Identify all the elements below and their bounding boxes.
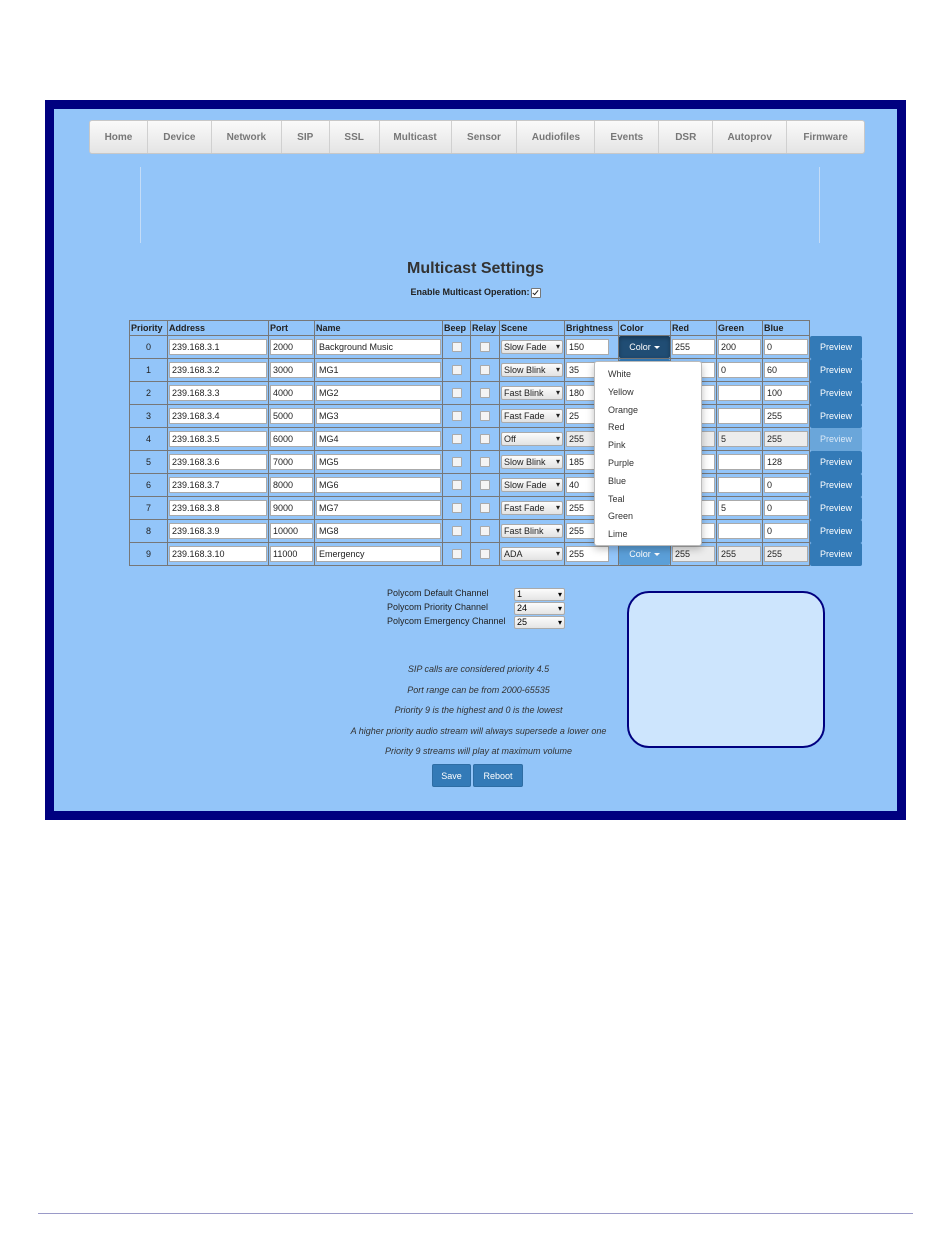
nav-events[interactable]: Events [595,121,659,153]
green-input[interactable] [718,477,761,493]
preview-cell [810,382,865,405]
port-input[interactable]: 5000 [270,408,313,424]
brightness-input[interactable]: 185 [566,454,609,470]
table-row [130,497,865,520]
col-header-brightness: Brightness [565,321,619,336]
nav-sensor[interactable]: Sensor [452,121,518,153]
scene-select[interactable]: Fast Fade ▾ [501,501,563,515]
preview-cell [810,405,865,428]
relay-checkbox[interactable] [480,434,490,444]
beep-checkbox[interactable] [452,434,462,444]
priority-cell: 0 [130,336,168,359]
port-input[interactable]: 9000 [270,500,313,516]
name-input[interactable]: MG3 [316,408,441,424]
note-sip-priority: SIP calls are considered priority 4.5 [407,664,550,674]
address-input[interactable]: 239.168.3.8 [169,500,267,516]
green-input[interactable]: 5 [718,500,761,516]
table-row [130,336,865,359]
table-row [130,543,865,566]
device-web-ui-frame [45,100,906,820]
table-row [130,382,865,405]
beep-checkbox[interactable] [452,480,462,490]
green-input[interactable]: 0 [718,362,761,378]
col-header-port: Port [269,321,315,336]
relay-checkbox[interactable] [480,526,490,536]
port-input[interactable]: 2000 [270,339,313,355]
color-menu-item-white[interactable]: White [608,369,632,379]
col-header-beep: Beep [443,321,471,336]
scene-select[interactable]: Fast Fade ▾ [501,409,563,423]
blue-input[interactable]: 0 [764,523,808,539]
beep-checkbox[interactable] [452,388,462,398]
port-input[interactable]: 8000 [270,477,313,493]
priority-cell: 9 [130,543,168,566]
scene-select[interactable]: Fast Blink ▾ [501,524,563,538]
col-header-address: Address [168,321,269,336]
enable-multicast-row [54,287,897,298]
preview-button[interactable]: Preview [810,359,862,382]
preview-cell [810,520,865,543]
priority-cell: 1 [130,359,168,382]
name-input[interactable]: Background Music [316,339,441,355]
col-header-green: Green [717,321,763,336]
relay-checkbox[interactable] [480,549,490,559]
beep-checkbox[interactable] [452,365,462,375]
color-menu-item-teal[interactable]: Teal [608,493,625,504]
polycom-priority-select[interactable]: 24 ▾ [514,602,565,615]
scene-select[interactable]: Slow Blink ▾ [501,455,563,469]
table-row [130,428,865,451]
port-input[interactable]: 6000 [270,431,313,447]
beep-checkbox[interactable] [452,411,462,421]
col-header-blue: Blue [763,321,810,336]
preview-button[interactable]: Preview [810,405,862,428]
beep-checkbox[interactable] [452,342,462,352]
port-input[interactable]: 11000 [270,546,313,562]
nav-dsr[interactable]: DSR [659,121,713,153]
preview-button[interactable]: Preview [810,451,862,474]
preview-button[interactable]: Preview [810,543,862,566]
brightness-input[interactable]: 25 [566,408,609,424]
polycom-emergency-label: Polycom Emergency Channel [387,616,506,626]
top-nav-bar [89,120,865,154]
blue-input[interactable]: 100 [764,385,808,401]
nav-firmware[interactable]: Firmware [803,131,848,143]
col-header-preview [810,321,865,336]
color-menu-item-red[interactable]: Red [608,422,625,433]
enable-multicast-label: Enable Multicast Operation: [410,287,530,297]
table-row [130,405,865,428]
beep-checkbox[interactable] [452,526,462,536]
preview-cell [810,497,865,520]
address-input[interactable]: 239.168.3.3 [169,385,267,401]
color-dropdown-menu [594,361,702,546]
preview-button[interactable]: Preview [810,520,862,543]
brightness-input[interactable]: 255 [566,546,609,562]
caret-down-icon [654,553,660,556]
priority-cell: 3 [130,405,168,428]
priority-cell: 8 [130,520,168,543]
relay-checkbox[interactable] [480,503,490,513]
multicast-table [129,320,865,566]
scene-select[interactable]: ADA ▾ [501,547,563,561]
table-row [130,451,865,474]
blue-input[interactable]: 60 [764,362,808,378]
scene-select[interactable]: Slow Fade ▾ [501,478,563,492]
col-header-scene: Scene [500,321,565,336]
name-input[interactable]: MG7 [316,500,441,516]
name-input[interactable]: MG8 [316,523,441,539]
nav-autoprov[interactable]: Autoprov [713,121,787,153]
address-input[interactable]: 239.168.3.1 [169,339,267,355]
scene-select[interactable]: Slow Blink ▾ [501,363,563,377]
table-row [130,520,865,543]
port-input[interactable]: 7000 [270,454,313,470]
polycom-default-label: Polycom Default Channel [387,588,489,598]
brightness-input[interactable]: 255 [566,523,609,539]
col-header-color: Color [619,321,671,336]
color-menu-item-pink[interactable]: Pink [608,440,626,451]
port-input[interactable]: 10000 [270,523,313,539]
color-dropdown-button[interactable] [619,336,670,358]
preview-cell [810,359,865,382]
brightness-input[interactable]: 255 [566,500,609,516]
nav-device[interactable]: Device [148,121,212,153]
relay-checkbox[interactable] [480,411,490,421]
color-dropdown-button[interactable] [619,543,670,565]
address-input[interactable]: 239.168.3.2 [169,362,267,378]
blue-input[interactable]: 128 [764,454,808,470]
brightness-input[interactable]: 150 [566,339,609,355]
nav-home[interactable]: Home [90,121,148,153]
green-input[interactable]: 200 [718,339,761,355]
note-priority-order: Priority 9 is the highest and 0 is the lowest [394,705,563,715]
color-menu-item-blue[interactable]: Blue [608,475,627,486]
green-input[interactable] [718,408,761,424]
preview-button[interactable]: Preview [810,382,862,405]
name-input[interactable]: MG5 [316,454,441,470]
nav-audiofiles[interactable]: Audiofiles [517,121,595,153]
preview-button[interactable]: Preview [810,474,862,497]
priority-cell: 4 [130,428,168,451]
red-input[interactable]: 255 [672,546,715,562]
relay-checkbox[interactable] [480,388,490,398]
nav-sip[interactable]: SIP [282,121,330,153]
port-input[interactable]: 3000 [270,362,313,378]
blue-input[interactable]: 255 [764,431,808,447]
address-input[interactable]: 239.168.3.6 [169,454,267,470]
save-button[interactable]: Save [432,764,471,787]
reboot-button[interactable]: Reboot [473,764,523,787]
address-input[interactable]: 239.168.3.7 [169,477,267,493]
brightness-input[interactable]: 40 [566,477,609,493]
caret-down-icon [654,346,660,349]
note-supersede: A higher priority audio stream will always supersede a lower one [350,726,607,736]
blue-input[interactable]: 0 [764,477,808,493]
beep-checkbox[interactable] [452,549,462,559]
nav-multicast[interactable]: Multicast [380,121,452,153]
port-input[interactable]: 4000 [270,385,313,401]
web-ui-page [54,109,897,811]
blue-input[interactable]: 0 [764,500,808,516]
preview-cell [810,336,865,359]
brightness-input[interactable]: 35 [566,362,609,378]
green-input[interactable] [718,523,761,539]
red-input[interactable]: 255 [672,339,715,355]
address-input[interactable]: 239.168.3.5 [169,431,267,447]
color-menu-item-orange[interactable]: Orange [608,404,639,415]
col-header-name: Name [315,321,443,336]
beep-checkbox[interactable] [452,457,462,467]
name-input[interactable]: Emergency [316,546,441,562]
header-banner-area [140,167,820,243]
nav-network[interactable]: Network [212,121,282,153]
scene-select[interactable]: Fast Blink ▾ [501,386,563,400]
note-port-range: Port range can be from 2000-65535 [407,685,550,695]
blue-input[interactable]: 0 [764,339,808,355]
green-input[interactable] [718,385,761,401]
priority-cell: 2 [130,382,168,405]
brightness-input[interactable]: 180 [566,385,609,401]
col-header-relay: Relay [471,321,500,336]
scene-select[interactable]: Slow Fade ▾ [501,340,563,354]
page-title: Multicast Settings [407,260,544,277]
color-menu-item-green[interactable]: Green [608,511,634,522]
preview-cell [810,543,865,566]
name-input[interactable]: MG1 [316,362,441,378]
note-max-volume: Priority 9 streams will play at maximum volume [384,746,573,756]
preview-button[interactable]: Preview [810,428,862,451]
preview-button[interactable]: Preview [810,336,862,359]
col-header-priority: Priority [130,321,168,336]
table-row [130,359,865,382]
enable-multicast-checkbox[interactable] [531,288,541,298]
green-input[interactable]: 255 [718,546,761,562]
priority-cell: 5 [130,451,168,474]
brightness-input[interactable]: 255 [566,431,609,447]
blue-input[interactable]: 255 [764,408,808,424]
name-input[interactable]: MG2 [316,385,441,401]
preview-cell [810,451,865,474]
color-menu-item-yellow[interactable]: Yellow [608,386,634,397]
beep-checkbox[interactable] [452,503,462,513]
color-button-label: Color [629,549,651,559]
relay-checkbox[interactable] [480,457,490,467]
priority-cell: 7 [130,497,168,520]
color-preview-box [627,591,825,748]
scene-select[interactable]: Off ▾ [501,432,563,446]
address-input[interactable]: 239.168.3.10 [169,546,267,562]
relay-checkbox[interactable] [480,342,490,352]
name-input[interactable]: MG6 [316,477,441,493]
name-input[interactable]: MG4 [316,431,441,447]
polycom-default-select[interactable]: 1 ▾ [514,588,565,601]
green-input[interactable] [718,454,761,470]
preview-button[interactable]: Preview [810,497,862,520]
relay-checkbox[interactable] [480,365,490,375]
address-input[interactable]: 239.168.3.4 [169,408,267,424]
polycom-priority-label: Polycom Priority Channel [387,602,489,612]
green-input[interactable]: 5 [718,431,761,447]
address-input[interactable]: 239.168.3.9 [169,523,267,539]
color-button-label: Color [629,342,651,352]
col-header-red: Red [671,321,717,336]
preview-cell [810,474,865,497]
nav-ssl[interactable]: SSL [330,121,380,153]
table-row [130,474,865,497]
page-footer-rule [38,1213,913,1214]
relay-checkbox[interactable] [480,480,490,490]
preview-cell [810,428,865,451]
blue-input[interactable]: 255 [764,546,808,562]
polycom-emergency-select[interactable]: 25 ▾ [514,616,565,629]
priority-cell: 6 [130,474,168,497]
color-menu-item-lime[interactable]: Lime [608,529,628,540]
color-menu-item-purple[interactable]: Purple [608,457,635,468]
